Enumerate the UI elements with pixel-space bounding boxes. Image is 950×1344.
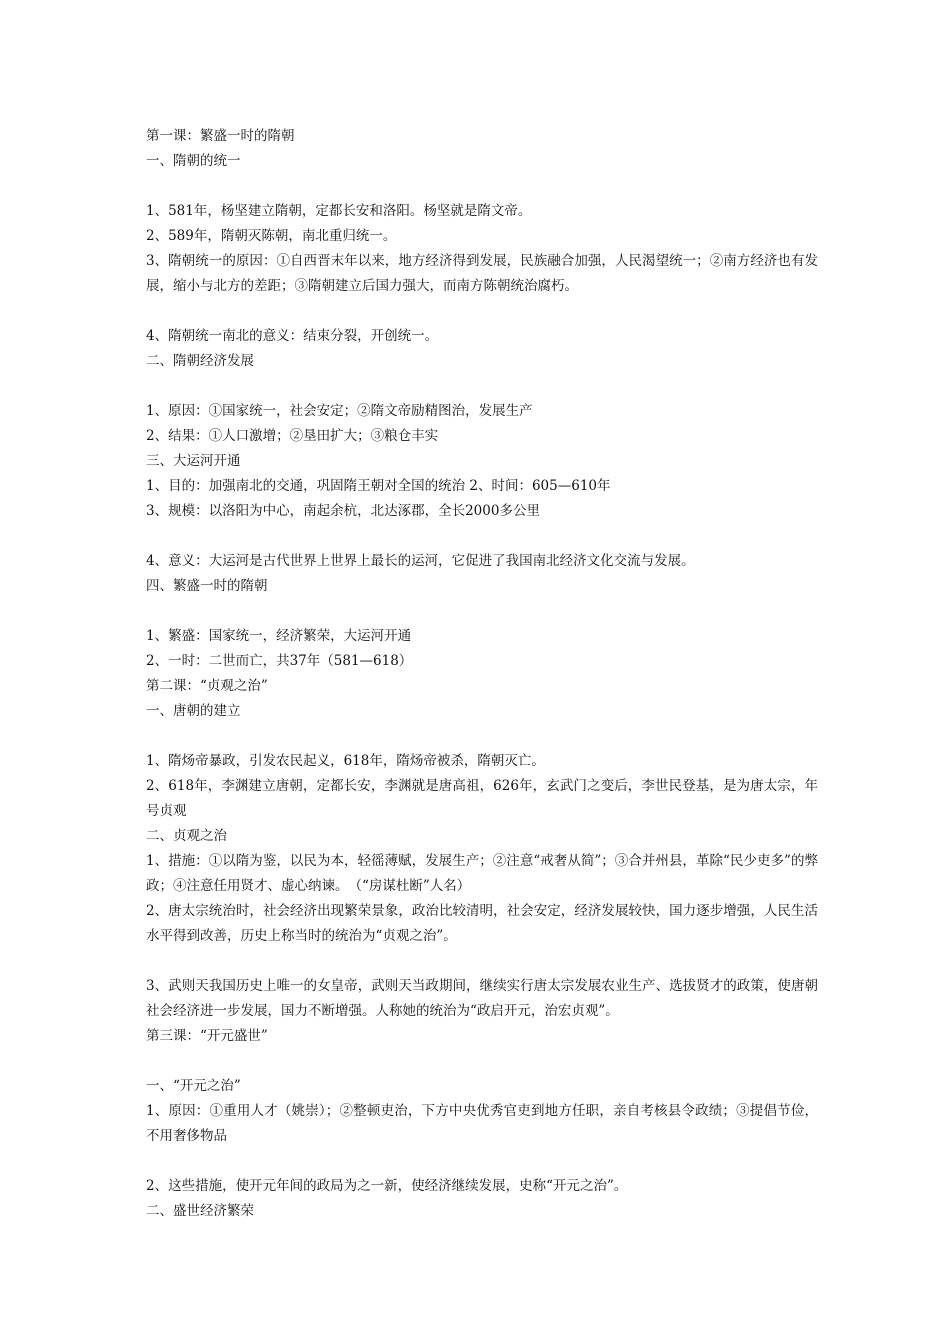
paragraph: 2、589年，隋朝灭陈朝，南北重归统一。 — [146, 228, 397, 244]
document-body — [146, 124, 818, 1224]
paragraph: 1、措施：①以隋为鉴，以民为本，轻徭薄赋，发展生产；②注意“戒奢从简”；③合并州县，革除“民少吏多”的弊政；④注意任用贤才、虚心纳谏。 （“房谋杜断”人名） — [146, 853, 818, 894]
paragraph: 1、原因：①重用人才（姚崇）；②整顿吏治，下方中央优秀官吏到地方任职，亲自考核县令政绩；③提倡节俭，不用奢侈物品 — [146, 1103, 818, 1144]
paragraph: 1、581年，杨坚建立隋朝，定都长安和洛阳。杨坚就是隋文帝。 — [146, 203, 532, 219]
blank-line — [146, 174, 818, 199]
section-heading: 一、“开元之治” — [146, 1078, 241, 1094]
blank-line — [146, 724, 818, 749]
paragraph: 3、隋朝统一的原因：①自西晋末年以来，地方经济得到发展，民族融合加强，人民渴望统一；②南方经济也有发展，缩小与北方的差距；③隋朝建立后国力强大，而南方陈朝统治腐朽。 — [146, 253, 818, 294]
paragraph: 1、原因：①国家统一，社会安定；②隋文帝励精图治，发展生产 — [146, 403, 533, 419]
blank-line — [146, 1049, 818, 1074]
section-heading: 三、大运河开通 — [146, 453, 241, 469]
blank-line — [146, 299, 818, 324]
lesson-title: 第三课：“开元盛世” — [146, 1028, 268, 1044]
section-heading: 四、繁盛一时的隋朝 — [146, 578, 268, 594]
paragraph: 2、结果：①人口激增；②垦田扩大；③粮仓丰实 — [146, 428, 439, 444]
blank-line — [146, 524, 818, 549]
paragraph: 3、规模：以洛阳为中心，南起余杭，北达涿郡，全长2000多公里 — [146, 503, 540, 519]
blank-line — [146, 374, 818, 399]
section-heading: 二、隋朝经济发展 — [146, 353, 254, 369]
section-heading: 一、隋朝的统一 — [146, 153, 241, 169]
section-heading: 二、盛世经济繁荣 — [146, 1203, 254, 1219]
blank-line — [146, 1149, 818, 1174]
paragraph: 4、意义：大运河是古代世界上世界上最长的运河，它促进了我国南北经济文化交流与发展。 — [146, 553, 695, 569]
lesson-title: 第一课：繁盛一时的隋朝 — [146, 128, 295, 144]
section-heading: 二、贞观之治 — [146, 828, 227, 844]
paragraph: 1、繁盛：国家统一，经济繁荣，大运河开通 — [146, 628, 412, 644]
paragraph: 2、618年，李渊建立唐朝，定都长安，李渊就是唐高祖，626年，玄武门之变后，李世民登基，是为唐太宗，年号贞观 — [146, 778, 818, 819]
paragraph: 2、一时：二世而亡，共37年（581—618） — [146, 653, 413, 669]
blank-line — [146, 949, 818, 974]
paragraph: 1、目的：加强南北的交通，巩固隋王朝对全国的统治 2、时间：605—610年 — [146, 478, 611, 494]
paragraph: 3、武则天我国历史上唯一的女皇帝，武则天当政期间，继续实行唐太宗发展农业生产、选拔贤才的政策，使唐朝社会经济进一步发展，国力不断增强。人称她的统治为“政启开元，治宏贞观”。 — [146, 978, 818, 1019]
paragraph: 4、隋朝统一南北的意义：结束分裂，开创统一。 — [146, 328, 439, 344]
section-heading: 一、唐朝的建立 — [146, 703, 241, 719]
blank-line — [146, 599, 818, 624]
paragraph: 2、这些措施，使开元年间的政局为之一新，使经济继续发展，史称“开元之治”。 — [146, 1178, 628, 1194]
paragraph: 2、唐太宗统治时，社会经济出现繁荣景象，政治比较清明，社会安定，经济发展较快，国力逐步增强，人民生活水平得到改善，历史上称当时的统治为“贞观之治”。 — [146, 903, 818, 944]
paragraph: 1、隋炀帝暴政，引发农民起义，618年，隋炀帝被杀，隋朝灭亡。 — [146, 753, 545, 769]
lesson-title: 第二课：“贞观之治” — [146, 678, 268, 694]
